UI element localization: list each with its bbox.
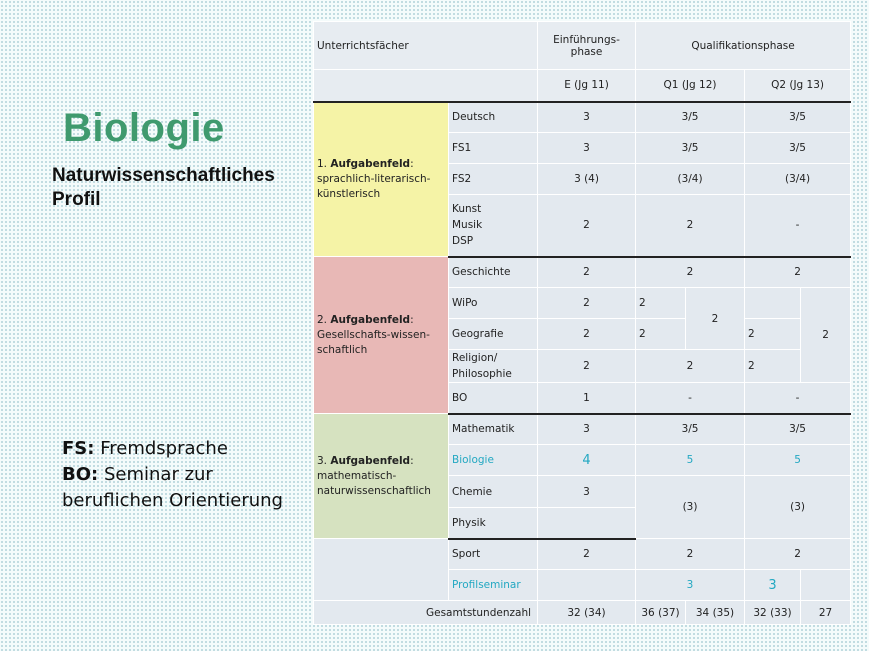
value-e: 3 xyxy=(538,133,636,164)
header-q2: Q2 (Jg 13) xyxy=(745,70,851,102)
value-e: 2 xyxy=(538,350,636,383)
value-q2: 2 xyxy=(745,257,851,288)
value-q1: - xyxy=(636,383,745,414)
value-e xyxy=(538,570,636,601)
subject-physik: Physik xyxy=(449,508,538,539)
subject-religion-philosophie xyxy=(449,350,538,383)
group-rest: : sprachlich-literarisch-künstlerisch xyxy=(317,157,431,200)
abbreviation-legend xyxy=(62,436,302,514)
value-e: 2 xyxy=(538,257,636,288)
value-q1-wipo-geografie: 2 xyxy=(686,288,745,350)
value-q1: (3/4) xyxy=(636,164,745,195)
value-q1: 5 xyxy=(636,445,745,476)
subject-chemie: Chemie xyxy=(449,476,538,508)
header-empty xyxy=(314,70,538,102)
value-e: 2 xyxy=(538,288,636,319)
total-q1a: 36 (37) xyxy=(636,601,686,625)
page-title: Biologie xyxy=(63,106,225,150)
subject-bo: BO xyxy=(449,383,538,414)
group-number: 3. xyxy=(317,454,328,467)
header-qualification-phase: Qualifikationsphase xyxy=(636,22,851,70)
value-e: 2 xyxy=(538,319,636,350)
subject-line: Philosophie xyxy=(452,368,512,380)
value-q2-chemie-physik: (3) xyxy=(745,476,851,539)
value-q2: (3/4) xyxy=(745,164,851,195)
value-e: 3 (4) xyxy=(538,164,636,195)
value-q2: - xyxy=(745,195,851,257)
group-extra-empty xyxy=(314,539,449,601)
total-e: 32 (34) xyxy=(538,601,636,625)
subject-geografie: Geografie xyxy=(449,319,538,350)
value-q1: 3 xyxy=(636,570,745,601)
value-q2a-empty xyxy=(745,288,801,319)
value-q1: 2 xyxy=(636,257,745,288)
value-q1: 3/5 xyxy=(636,414,745,445)
value-q2: 3 xyxy=(745,570,801,601)
subject-fs2: FS2 xyxy=(449,164,538,195)
value-e: 1 xyxy=(538,383,636,414)
legend-item-bo xyxy=(62,462,302,514)
subject-profilseminar: Profilseminar xyxy=(449,570,538,601)
subject-kunst-musik-dsp xyxy=(449,195,538,257)
value-e xyxy=(538,508,636,539)
subject-line: Kunst xyxy=(452,203,482,216)
value-q2: 3/5 xyxy=(745,102,851,133)
subject-line: Musik xyxy=(452,219,483,232)
value-q1: 2 xyxy=(636,539,745,570)
curriculum-table xyxy=(313,21,851,625)
group-bold: Aufgabenfeld xyxy=(330,454,411,467)
value-q1: 2 xyxy=(636,195,745,257)
legend-text: Fremdsprache xyxy=(100,438,228,459)
page-subtitle: Naturwissenschaftliches Profil xyxy=(52,165,275,210)
value-q1-chemie-physik: (3) xyxy=(636,476,745,539)
value-q2a: 2 xyxy=(745,319,801,350)
value-q2: 3/5 xyxy=(745,414,851,445)
value-q1: 3/5 xyxy=(636,102,745,133)
value-q2b-empty xyxy=(801,570,851,601)
value-q2: 3/5 xyxy=(745,133,851,164)
value-q1a: 2 xyxy=(636,288,686,319)
group-2-label xyxy=(314,257,449,414)
subject-sport: Sport xyxy=(449,539,538,570)
value-e: 2 xyxy=(538,195,636,257)
subject-line: Religion/ xyxy=(452,352,498,364)
group-number: 2. xyxy=(317,313,328,326)
legend-key: FS: xyxy=(62,438,95,459)
total-q1b: 34 (35) xyxy=(686,601,745,625)
group-bold: Aufgabenfeld xyxy=(330,157,411,170)
subject-wipo: WiPo xyxy=(449,288,538,319)
value-e: 4 xyxy=(538,445,636,476)
value-e: 3 xyxy=(538,102,636,133)
subject-geschichte: Geschichte xyxy=(449,257,538,288)
header-subjects: Unterrichtsfächer xyxy=(314,22,538,70)
legend-key: BO: xyxy=(62,464,99,485)
group-3-label xyxy=(314,414,449,539)
value-q2: 5 xyxy=(745,445,851,476)
header-e: E (Jg 11) xyxy=(538,70,636,102)
legend-item-fs xyxy=(62,436,302,462)
subject-line: DSP xyxy=(452,235,474,248)
value-e: 2 xyxy=(538,539,636,570)
group-rest: : mathematisch-naturwissenschaftlich xyxy=(317,454,431,497)
header-intro-phase: Einführungs-phase xyxy=(538,22,636,70)
subject-mathematik: Mathematik xyxy=(449,414,538,445)
group-1-label xyxy=(314,102,449,257)
total-q2b: 27 xyxy=(801,601,851,625)
subject-deutsch: Deutsch xyxy=(449,102,538,133)
value-q2-group: 2 xyxy=(801,288,851,383)
subject-fs1: FS1 xyxy=(449,133,538,164)
value-e: 3 xyxy=(538,476,636,508)
total-q2a: 32 (33) xyxy=(745,601,801,625)
subject-biologie: Biologie xyxy=(449,445,538,476)
total-label: Gesamtstundenzahl xyxy=(314,601,538,625)
value-q1a: 2 xyxy=(636,319,686,350)
value-q2: - xyxy=(745,383,851,414)
group-rest: : Gesellschafts-wissen-schaftlich xyxy=(317,313,430,356)
value-q2: 2 xyxy=(745,539,851,570)
legend-text: Seminar zur beruflichen Orientierung xyxy=(62,464,283,511)
value-q2a: 2 xyxy=(745,350,801,383)
value-e: 3 xyxy=(538,414,636,445)
header-q1: Q1 (Jg 12) xyxy=(636,70,745,102)
group-bold: Aufgabenfeld xyxy=(330,313,411,326)
group-number: 1. xyxy=(317,157,328,170)
value-q1: 2 xyxy=(636,350,745,383)
value-q1: 3/5 xyxy=(636,133,745,164)
